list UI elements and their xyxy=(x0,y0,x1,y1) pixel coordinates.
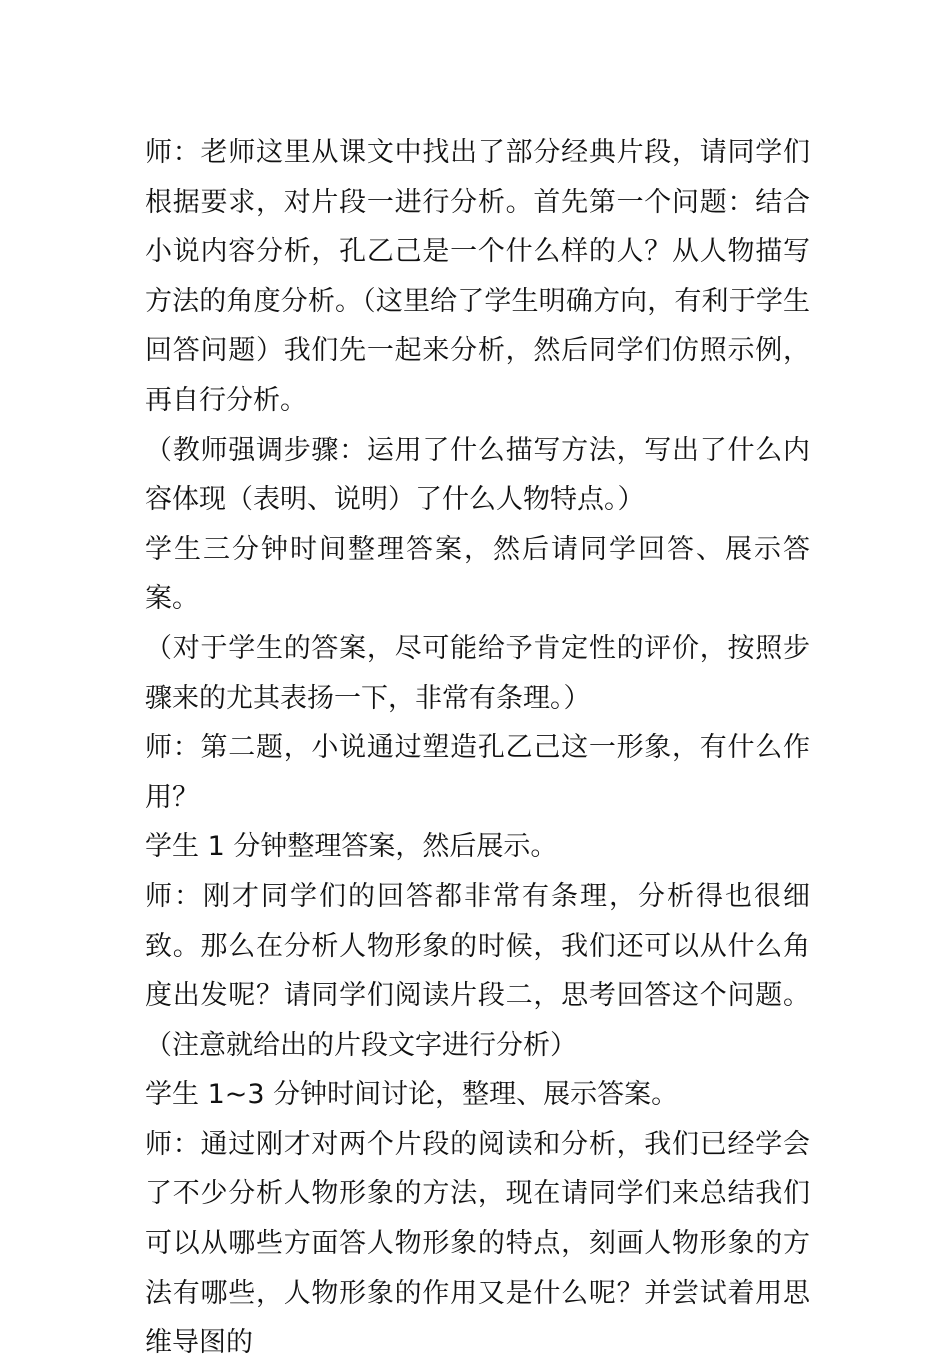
paragraph-student-three-minutes: 学生三分钟时间整理答案，然后请同学回答、展示答案。 xyxy=(145,533,810,615)
paragraph-student-discussion: 学生 1~3 分钟时间讨论，整理、展示答案。 xyxy=(145,1079,679,1111)
document-body xyxy=(145,128,810,1368)
paragraph-teacher-summary: 师：通过刚才对两个片段的阅读和分析，我们已经学会了不少分析人物形象的方法，现在请同学们来总结我们可以从哪些方面答人物形象的特点，刻画人物形象的方法有哪些，人物形象的作用又是什么呢？并尝试着用思维导图的 xyxy=(145,1128,810,1359)
paragraph-evaluation-note: （对于学生的答案，尽可能给予肯定性的评价，按照步骤来的尤其表扬一下，非常有条理。） xyxy=(145,632,810,714)
paragraph-teacher-question-two: 师：第二题，小说通过塑造孔乙己这一形象，有什么作用？ xyxy=(145,732,810,813)
paragraph-student-one-minute: 学生 1 分钟整理答案，然后展示。 xyxy=(145,831,558,863)
paragraph-teacher-intro: 师：老师这里从课文中找出了部分经典片段，请同学们根据要求，对片段一进行分析。首先第一个问题：结合小说内容分析，孔乙己是一个什么样的人？从人物描写方法的角度分析。（这里给了学生明确方向，有利于学生回答问题）我们先一起来分析，然后同学们仿照示例，再自行分析。 xyxy=(145,137,810,416)
paragraph-teacher-steps: （教师强调步骤：运用了什么描写方法，写出了什么内容体现（表明、说明）了什么人物特点。） xyxy=(145,434,810,516)
paragraph-teacher-fragment-two: 师：刚才同学们的回答都非常有条理，分析得也很细致。那么在分析人物形象的时候，我们还可以从什么角度出发呢？请同学们阅读片段二，思考回答这个问题。（注意就给出的片段文字进行分析） xyxy=(145,880,810,1061)
